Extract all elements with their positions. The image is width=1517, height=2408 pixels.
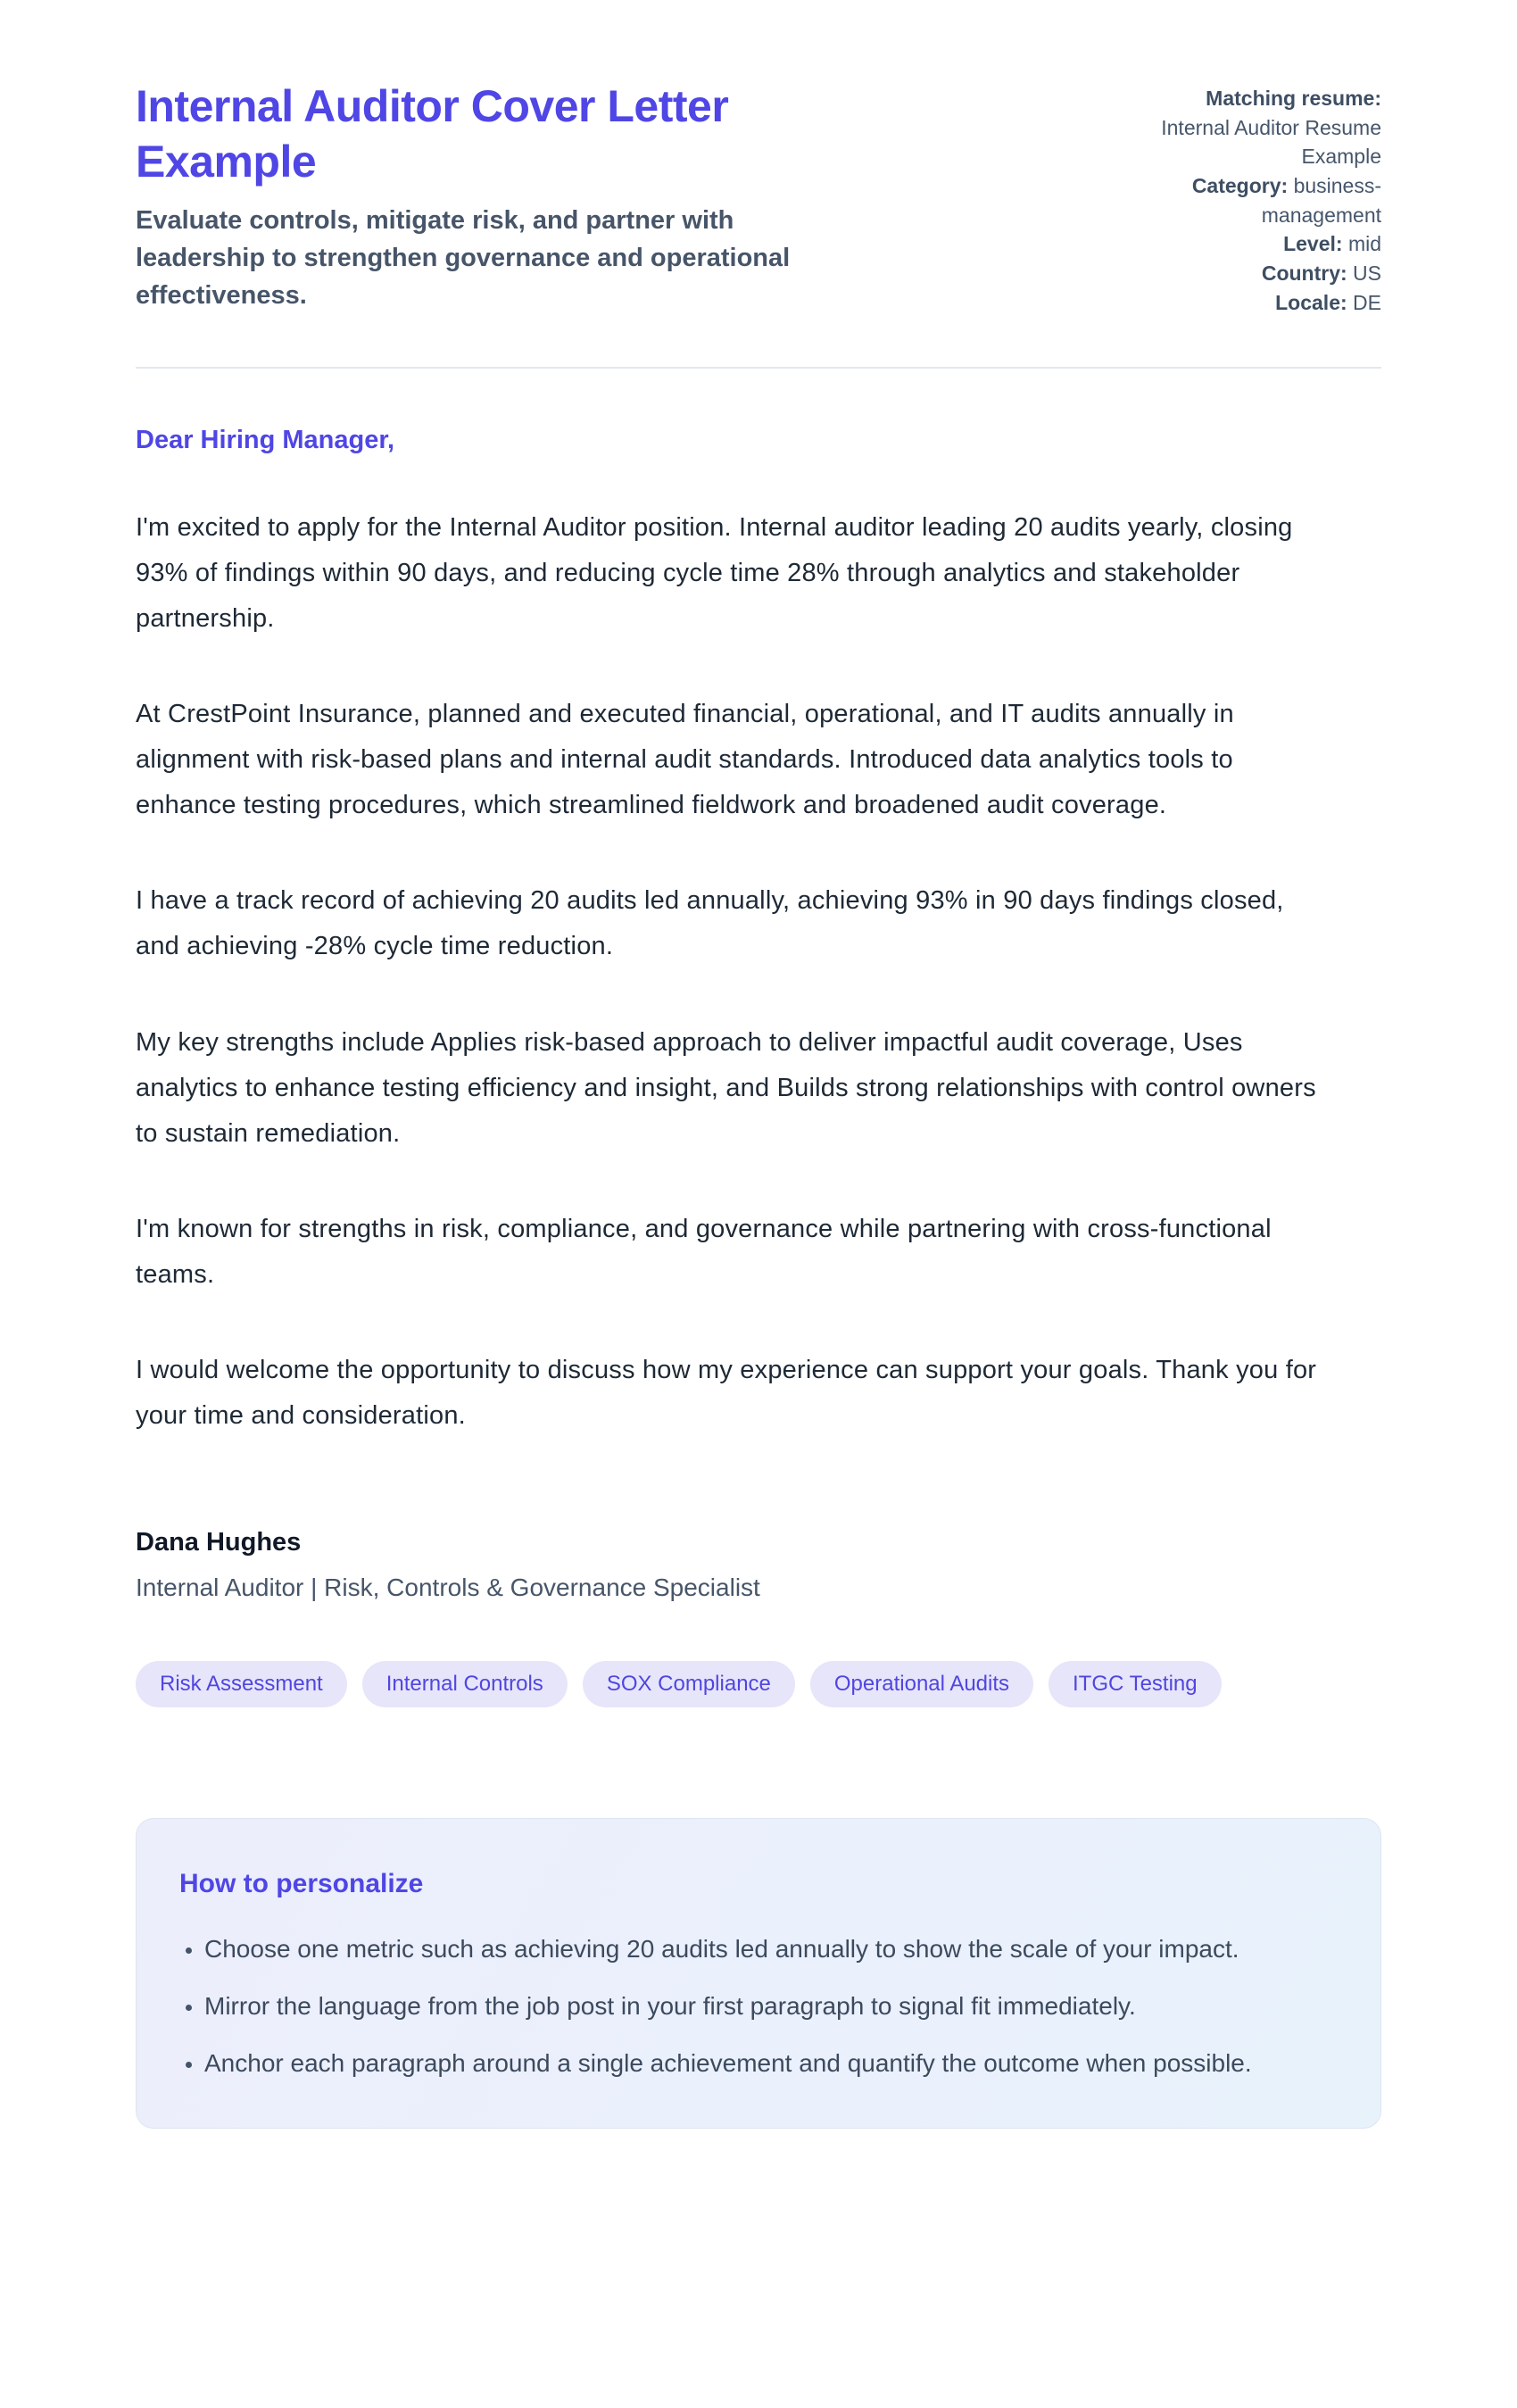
meta-value: DE: [1353, 290, 1381, 314]
meta-item-level: [1158, 229, 1381, 259]
signature-role: Internal Auditor | Risk, Controls & Governance Specialist: [136, 1573, 760, 1601]
letter-paragraph: I'm excited to apply for the Internal Auditor position. Internal auditor leading 20 audits yearly, closing 93% of findings within 90 days, and reducing cycle time 28% through analytics and stakeholder partnership.: [136, 513, 1293, 634]
tag-pill-operational-audits[interactable]: Operational Audits: [810, 1661, 1033, 1707]
tag-pill-internal-controls[interactable]: Internal Controls: [362, 1661, 568, 1707]
tip-item: • Anchor each paragraph around a single achievement and quantify the outcome when possible.: [204, 2040, 1302, 2087]
meta-item-country: [1158, 259, 1381, 288]
meta-item-category: [1158, 171, 1381, 229]
meta-value: mid: [1347, 232, 1381, 256]
signature-name: Dana Hughes: [136, 1527, 302, 1557]
tag-list: [136, 1661, 1381, 1707]
salutation: Dear Hiring Manager,: [136, 426, 395, 455]
meta-label: Level:: [1283, 232, 1343, 256]
tag-pill-sox-compliance[interactable]: SOX Compliance: [583, 1661, 795, 1707]
header: [136, 79, 1381, 369]
meta-value: US: [1353, 261, 1381, 285]
meta-label: Locale:: [1275, 290, 1347, 314]
header-title-block: [136, 79, 1158, 314]
meta-item-locale: [1158, 288, 1381, 318]
page-subtitle: Evaluate controls, mitigate risk, and partner with leadership to strengthen governance and operational effectiveness.: [136, 206, 791, 311]
meta-panel: [1158, 84, 1381, 317]
meta-value: business-management: [1261, 173, 1381, 227]
meta-value: Internal Auditor Resume Example: [1161, 115, 1381, 169]
tips-card: [136, 1818, 1381, 2128]
signature-block: [136, 1528, 1381, 1602]
tip-item: • Mirror the language from the job post in your first paragraph to signal fit immediately.: [204, 1983, 1302, 2030]
page-title: Internal Auditor Cover Letter Example: [136, 81, 729, 187]
meta-label: Matching resume:: [1206, 87, 1381, 110]
tips-list: [179, 1926, 1330, 2086]
tag-pill-risk-assessment[interactable]: Risk Assessment: [136, 1661, 347, 1707]
meta-label: Country:: [1261, 261, 1347, 285]
letter-paragraph: My key strengths include Applies risk-based approach to deliver impactful audit coverage, Uses analytics to enhance testing efficiency and insight, and Builds strong relationships with control owners to sustain remediation.: [136, 1027, 1316, 1148]
letter-paragraph: I would welcome the opportunity to discuss how my experience can support your goals. Thank you for your time and consideration.: [136, 1355, 1317, 1430]
cover-letter-body: [136, 426, 1381, 1601]
meta-label: Category:: [1191, 173, 1289, 197]
letter-paragraph: At CrestPoint Insurance, planned and executed financial, operational, and IT audits annually in alignment with risk-based plans and internal audit standards. Introduced data analytics tools to enhance testing procedures, which streamlined fieldwork and broadened audit coverage.: [136, 700, 1234, 820]
tips-title: How to personalize: [179, 1869, 424, 1899]
letter-paragraph: I have a track record of achieving 20 audits led annually, achieving 93% in 90 days findings closed, and achieving -28% cycle time reduction.: [136, 886, 1284, 961]
tip-item: • Choose one metric such as achieving 20 audits led annually to show the scale of your impact.: [204, 1926, 1302, 1972]
letter-paragraph: I'm known for strengths in risk, compliance, and governance while partnering with cross-functional teams.: [136, 1214, 1272, 1289]
meta-item-matching-resume: [1158, 84, 1381, 171]
tag-pill-itgc-testing[interactable]: ITGC Testing: [1049, 1661, 1222, 1707]
